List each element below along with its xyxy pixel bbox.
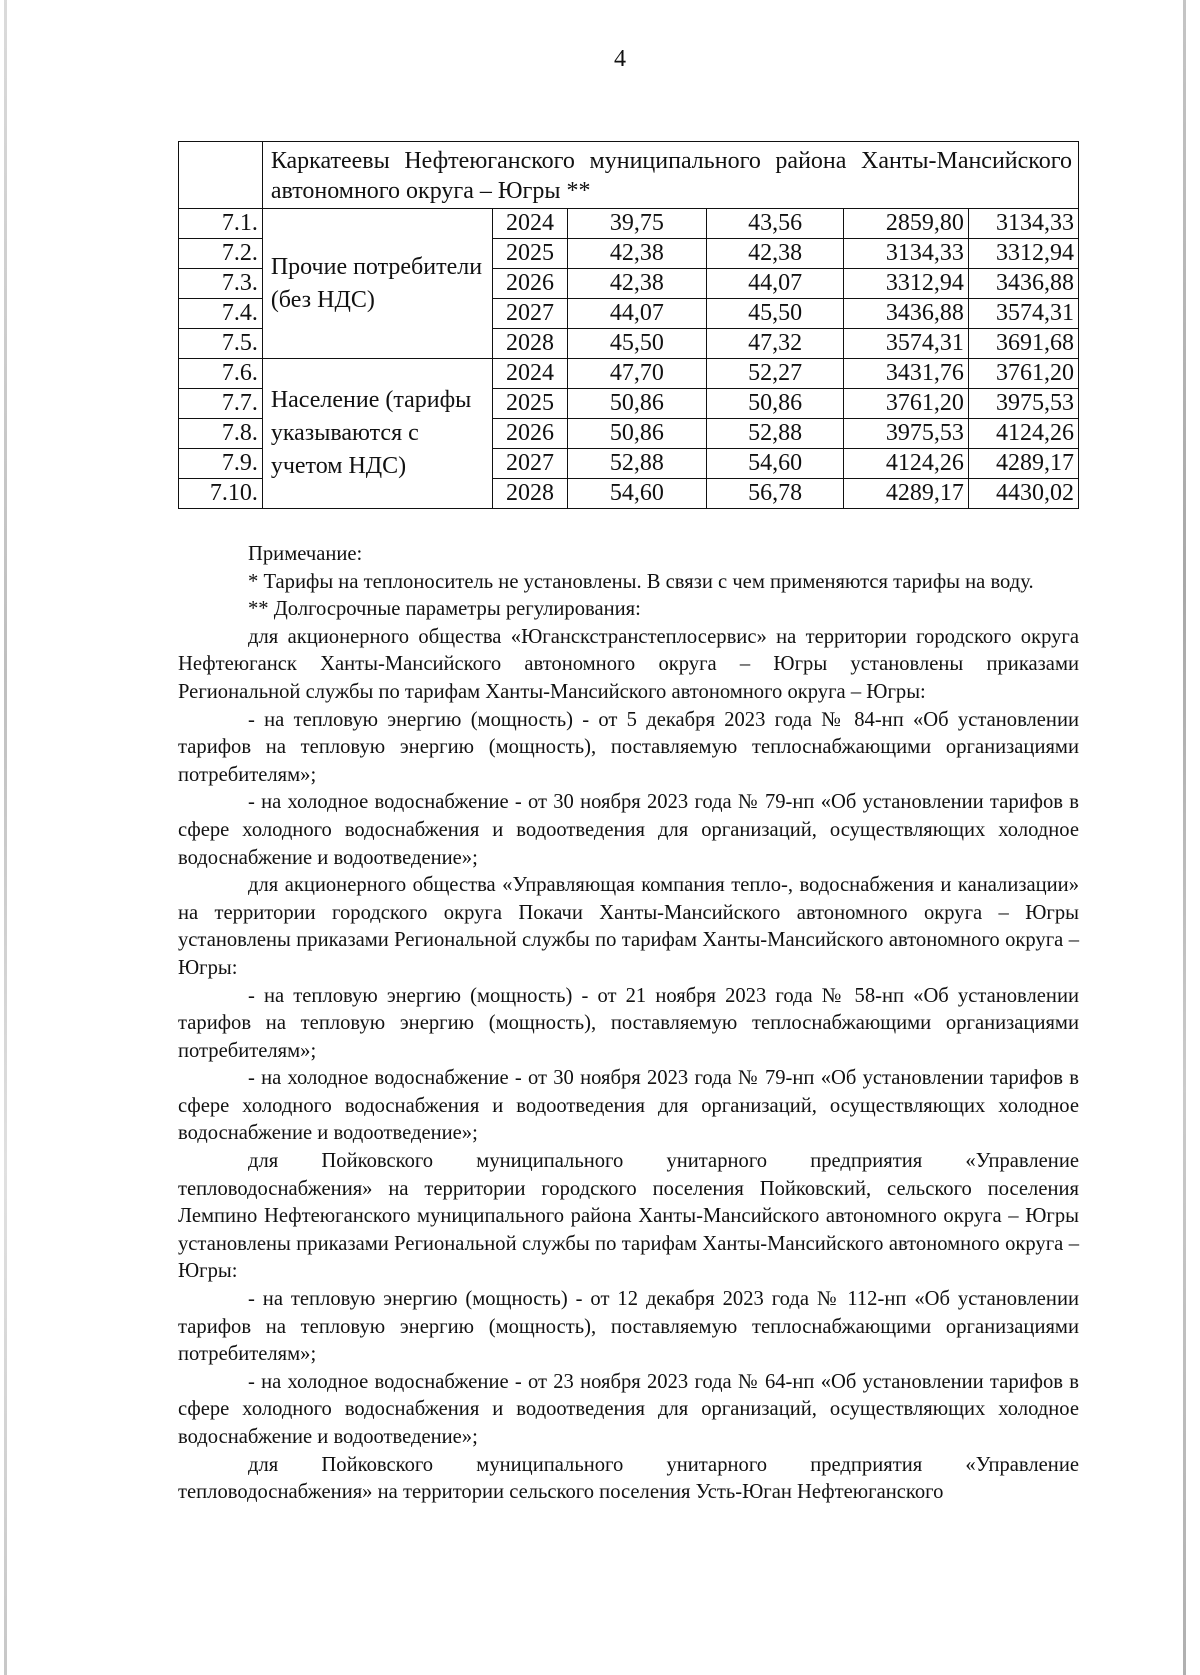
notes-section — [178, 541, 1079, 1507]
page-number: 4 — [614, 46, 626, 72]
note-paragraph: - на тепловую энергию (мощность) - от 5 декабря 2023 года № 84-нп «Об установлении тарифов на тепловую энергию (мощность), поставляемую теплоснабжающими организациями потребителям»; — [178, 708, 1079, 786]
group-label: Население (тарифы указываются с учетом НДС) — [262, 359, 492, 509]
row-number: 7.3. — [179, 269, 263, 299]
row-year: 2024 — [493, 359, 567, 389]
tariff-value: 3431,76 — [844, 359, 969, 389]
table-row — [179, 209, 1079, 239]
row-number: 7.4. — [179, 299, 263, 329]
tariff-value: 4289,17 — [844, 479, 969, 509]
group-label: Прочие потребители (без НДС) — [262, 209, 492, 359]
tariff-value: 52,88 — [567, 449, 706, 479]
note-paragraph: * Тарифы на теплоноситель не установлены. В связи с чем применяются тарифы на воду. — [248, 570, 1034, 593]
note-paragraph: ** Долгосрочные параметры регулирования: — [248, 598, 641, 621]
scan-left-edge — [4, 0, 7, 1675]
row-year: 2024 — [493, 209, 567, 239]
tariff-value: 3312,94 — [844, 269, 969, 299]
tariff-value: 56,78 — [707, 479, 844, 509]
note-paragraph: для Пойковского муниципального унитарного предприятия «Управление тепловодоснабжения» на территории городского поселения Пойковский, сельского поселения Лемпино Нефтеюганского муниципального района Ханты-Мансийского автономного округа – Югры установлены приказами Региональной службы по тарифам Ханты-Мансийского автономного округа – Югры: — [178, 1150, 1079, 1283]
row-year: 2028 — [493, 479, 567, 509]
tariff-value: 42,38 — [707, 239, 844, 269]
tariff-value: 39,75 — [567, 209, 706, 239]
row-year: 2028 — [493, 329, 567, 359]
tariff-value: 3134,33 — [968, 209, 1078, 239]
tariff-value: 3975,53 — [968, 389, 1078, 419]
tariff-value: 50,86 — [567, 419, 706, 449]
row-number: 7.6. — [179, 359, 263, 389]
tariff-value: 50,86 — [707, 389, 844, 419]
row-number: 7.1. — [179, 209, 263, 239]
scan-right-edge — [1183, 0, 1186, 1675]
note-paragraph: - на холодное водоснабжение - от 30 ноября 2023 года № 79-нп «Об установлении тарифов в сфере холодного водоснабжения и водоотведения для организаций, осуществляющих холодное водоснабжение и водоотведение»; — [178, 1067, 1079, 1145]
note-paragraph: - на тепловую энергию (мощность) - от 21 ноября 2023 года № 58-нп «Об установлении тарифов на тепловую энергию (мощность), поставляемую теплоснабжающими организациями потребителям»; — [178, 984, 1079, 1062]
tariff-value: 3574,31 — [844, 329, 969, 359]
tariff-value: 54,60 — [707, 449, 844, 479]
row-year: 2027 — [493, 449, 567, 479]
tariff-value: 3312,94 — [968, 239, 1078, 269]
tariff-table — [178, 141, 1079, 509]
table-header-text: Каркатеевы Нефтеюганского муниципального района Ханты-Мансийского автономного округа – Югры ** — [262, 142, 1078, 209]
table-row — [179, 359, 1079, 389]
row-year: 2026 — [493, 419, 567, 449]
tariff-value: 42,38 — [567, 239, 706, 269]
tariff-value: 3761,20 — [968, 359, 1078, 389]
tariff-value: 47,32 — [707, 329, 844, 359]
row-number: 7.10. — [179, 479, 263, 509]
tariff-value: 45,50 — [567, 329, 706, 359]
tariff-value: 4124,26 — [968, 419, 1078, 449]
tariff-value: 43,56 — [707, 209, 844, 239]
tariff-value: 54,60 — [567, 479, 706, 509]
row-year: 2025 — [493, 239, 567, 269]
tariff-value: 44,07 — [707, 269, 844, 299]
note-heading: Примечание: — [248, 543, 363, 565]
table-header-row — [179, 142, 1079, 209]
tariff-value: 52,27 — [707, 359, 844, 389]
tariff-value: 3691,68 — [968, 329, 1078, 359]
row-year: 2026 — [493, 269, 567, 299]
row-number: 7.5. — [179, 329, 263, 359]
note-paragraph: - на тепловую энергию (мощность) - от 12 декабря 2023 года № 112-нп «Об установлении тарифов на тепловую энергию (мощность), поставляемую теплоснабжающими организациями потребителям»; — [178, 1288, 1079, 1366]
row-number: 7.7. — [179, 389, 263, 419]
note-paragraph: для Пойковского муниципального унитарного предприятия «Управление тепловодоснабжения» на территории сельского поселения Усть-Юган Нефтеюганского — [178, 1453, 1079, 1504]
tariff-value: 4124,26 — [844, 449, 969, 479]
tariff-value: 44,07 — [567, 299, 706, 329]
tariff-value: 42,38 — [567, 269, 706, 299]
tariff-value: 3574,31 — [968, 299, 1078, 329]
note-paragraph: - на холодное водоснабжение - от 23 ноября 2023 года № 64-нп «Об установлении тарифов в сфере холодного водоснабжения и водоотведения для организаций, осуществляющих холодное водоснабжение и водоотведение»; — [178, 1370, 1079, 1448]
tariff-value: 50,86 — [567, 389, 706, 419]
row-year: 2025 — [493, 389, 567, 419]
tariff-value: 4430,02 — [968, 479, 1078, 509]
row-number: 7.9. — [179, 449, 263, 479]
tariff-value: 3761,20 — [844, 389, 969, 419]
tariff-value: 45,50 — [707, 299, 844, 329]
tariff-value: 47,70 — [567, 359, 706, 389]
row-number: 7.2. — [179, 239, 263, 269]
tariff-value: 4289,17 — [968, 449, 1078, 479]
tariff-value: 3436,88 — [968, 269, 1078, 299]
row-year: 2027 — [493, 299, 567, 329]
tariff-value: 3134,33 — [844, 239, 969, 269]
tariff-value: 2859,80 — [844, 209, 969, 239]
tariff-value: 3975,53 — [844, 419, 969, 449]
note-paragraph: - на холодное водоснабжение - от 30 ноября 2023 года № 79-нп «Об установлении тарифов в сфере холодного водоснабжения и водоотведения для организаций, осуществляющих холодное водоснабжение и водоотведение»; — [178, 791, 1079, 869]
tariff-value: 3436,88 — [844, 299, 969, 329]
table-cell-empty — [179, 142, 263, 209]
note-paragraph: для акционерного общества «Юганскстранстеплосервис» на территории городского округа Нефтеюганск Ханты-Мансийского автономного округа – Югры установлены приказами Региональной службы по тарифам Ханты-Мансийского автономного округа – Югры: — [178, 625, 1079, 703]
tariff-value: 52,88 — [707, 419, 844, 449]
row-number: 7.8. — [179, 419, 263, 449]
note-paragraph: для акционерного общества «Управляющая компания тепло-, водоснабжения и канализации» на территории городского округа Покачи Ханты-Мансийского автономного округа – Югры установлены приказами Региональной службы по тарифам Ханты-Мансийского автономного округа – Югры: — [178, 874, 1079, 979]
